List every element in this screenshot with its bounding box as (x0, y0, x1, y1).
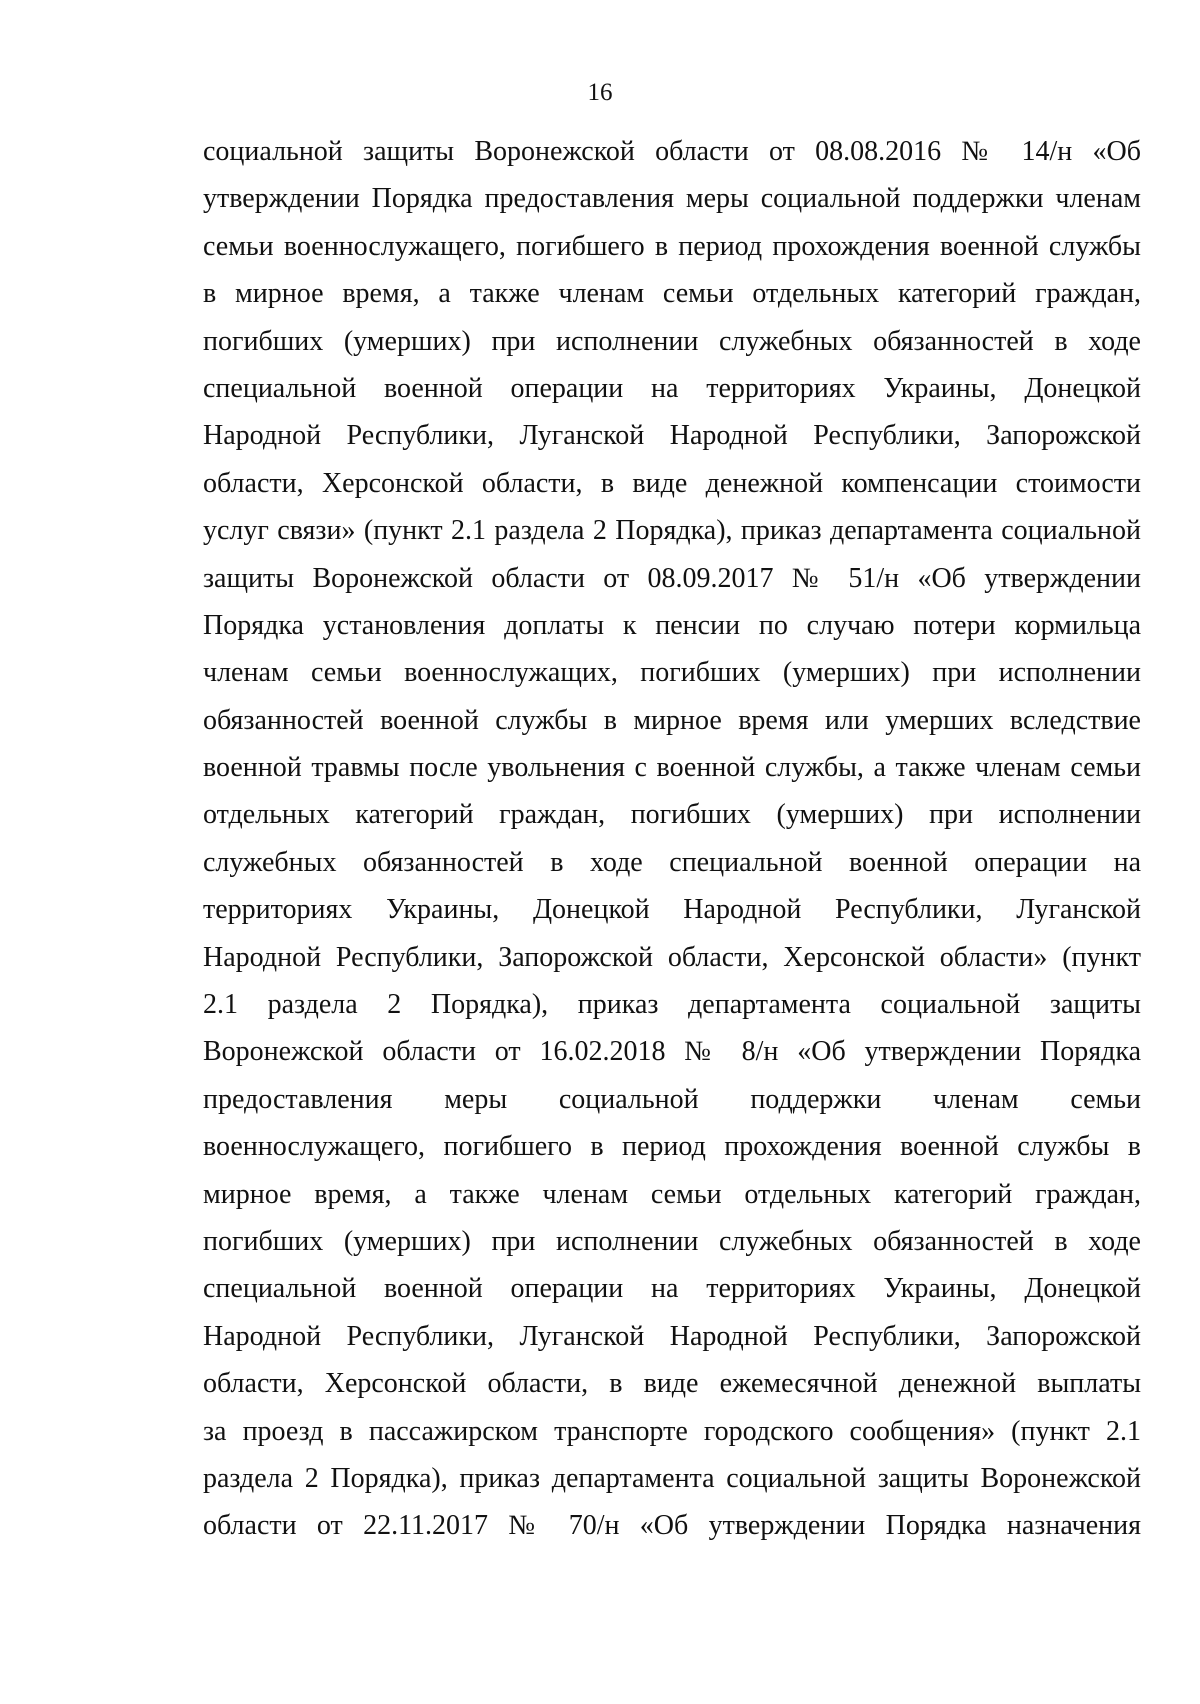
text-line: 2.1 раздела 2 Порядка), приказ департамента социальной защиты (203, 989, 1141, 1021)
text-line: семьи военнослужащего, погибшего в период прохождения военной службы (203, 230, 1141, 262)
text-line: в мирное время, а также членам семьи отдельных категорий граждан, (203, 278, 1141, 310)
text-line: Воронежской области от 16.02.2018 № 8/н «Об утверждении Порядка (203, 1036, 1141, 1068)
text-line: мирное время, а также членам семьи отдельных категорий граждан, (203, 1178, 1141, 1210)
text-line: служебных обязанностей в ходе специальной военной операции на (203, 846, 1141, 878)
text-line: предоставления меры социальной поддержки членам семьи (203, 1083, 1141, 1115)
text-line: услуг связи» (пункт 2.1 раздела 2 Порядка), приказ департамента социальной (203, 515, 1141, 547)
text-line: специальной военной операции на территориях Украины, Донецкой (203, 1273, 1141, 1305)
text-line: военной травмы после увольнения с военной службы, а также членам семьи (203, 752, 1141, 784)
text-line: погибших (умерших) при исполнении служебных обязанностей в ходе (203, 325, 1141, 357)
text-line: членам семьи военнослужащих, погибших (умерших) при исполнении (203, 657, 1141, 689)
text-line: территориях Украины, Донецкой Народной Республики, Луганской (203, 894, 1141, 926)
text-line: специальной военной операции на территориях Украины, Донецкой (203, 372, 1141, 404)
body-text (203, 128, 1141, 1550)
text-line: области, Херсонской области, в виде ежемесячной денежной выплаты (203, 1368, 1141, 1400)
page-number: 16 (587, 79, 613, 106)
text-line: социальной защиты Воронежской области от 08.08.2016 № 14/н «Об (203, 136, 1141, 167)
text-line: раздела 2 Порядка), приказ департамента социальной защиты Воронежской (203, 1462, 1141, 1494)
text-line: военнослужащего, погибшего в период прохождения военной службы в (203, 1131, 1141, 1163)
text-line: обязанностей военной службы в мирное время или умерших вследствие (203, 704, 1141, 736)
text-line: за проезд в пассажирском транспорте городского сообщения» (пункт 2.1 (203, 1415, 1141, 1447)
text-line: области от 22.11.2017 № 70/н «Об утверждении Порядка назначения (203, 1510, 1141, 1542)
text-line: отдельных категорий граждан, погибших (умерших) при исполнении (203, 799, 1141, 831)
text-line: погибших (умерших) при исполнении служебных обязанностей в ходе (203, 1225, 1141, 1257)
text-line: защиты Воронежской области от 08.09.2017 № 51/н «Об утверждении (203, 562, 1141, 594)
text-line: утверждении Порядка предоставления меры социальной поддержки членам (203, 183, 1141, 215)
text-line: Народной Республики, Луганской Народной Республики, Запорожской (203, 420, 1141, 452)
text-line: Народной Республики, Запорожской области, Херсонской области» (пункт (203, 941, 1141, 973)
text-line: области, Херсонской области, в виде денежной компенсации стоимости (203, 467, 1141, 499)
text-line: Порядка установления доплаты к пенсии по случаю потери кормильца (203, 609, 1141, 641)
text-line: Народной Республики, Луганской Народной Республики, Запорожской (203, 1320, 1141, 1352)
